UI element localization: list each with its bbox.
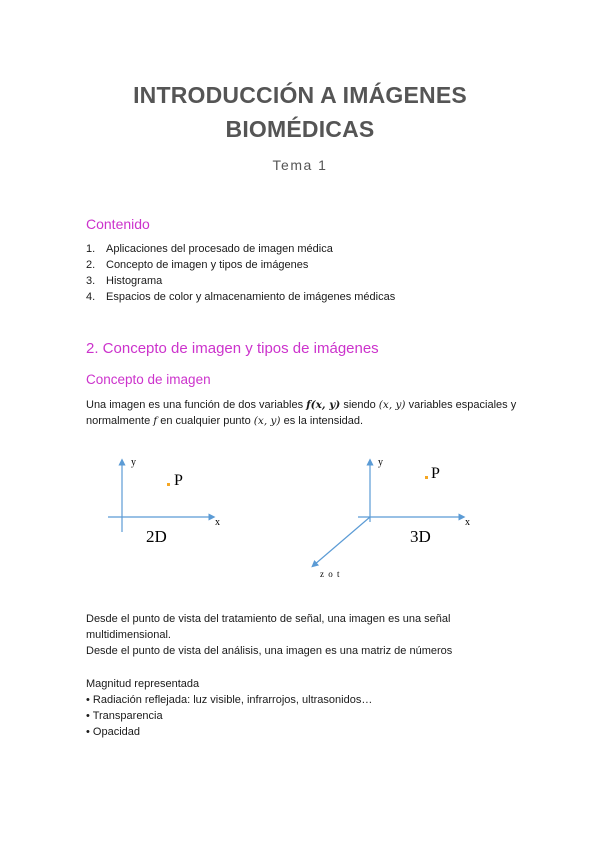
magnitude-item: • Opacidad — [86, 726, 140, 738]
contents-heading: Contenido — [86, 216, 150, 232]
section-heading: 2. Concepto de imagen y tipos de imágenes — [86, 340, 379, 357]
paragraph-line: Desde el punto de vista del tratamiento de señal, una imagen es una señal — [86, 613, 451, 625]
magnitude-item: • Transparencia — [86, 710, 163, 722]
point-3d — [425, 476, 428, 479]
z-axis-3d — [314, 517, 370, 565]
x-label-2d: x — [215, 517, 220, 528]
toc-item[interactable]: 4. Espacios de color y almacenamiento de imágenes médicas — [86, 291, 396, 303]
table-of-contents — [86, 241, 395, 305]
y-label-2d: y — [131, 457, 136, 468]
point-2d — [167, 483, 170, 486]
paragraph-line: Desde el punto de vista del análisis, una imagen es una matriz de números — [86, 645, 453, 657]
toc-item[interactable]: 2. Concepto de imagen y tipos de imágenes — [86, 259, 309, 271]
magnitude-item: • Radiación reflejada: luz visible, infrarrojos, ultrasonidos… — [86, 694, 373, 706]
toc-item[interactable]: 1. Aplicaciones del procesado de imagen médica — [86, 243, 333, 255]
y-label-3d: y — [378, 457, 383, 468]
caption-2d: 2D — [146, 527, 167, 546]
figure-2d — [108, 457, 220, 546]
document-title-line-1: INTRODUCCIÓN A IMÁGENES — [133, 82, 467, 108]
z-label-3d: z o t — [320, 569, 341, 579]
caption-3d: 3D — [410, 527, 431, 546]
magnitude-heading: Magnitud representada — [86, 678, 200, 690]
point-label-3d: P — [431, 465, 440, 482]
figure-3d — [314, 457, 470, 579]
paragraph-line: multidimensional. — [86, 629, 171, 641]
point-label-2d: P — [174, 472, 183, 489]
intro-line-2: normalmente f en cualquier punto (x, y) es la intensidad. — [86, 415, 364, 427]
coordinate-figure — [0, 440, 600, 580]
intro-line-1: Una imagen es una función de dos variables f(x, y) siendo (x, y) variables espaciales y — [86, 399, 517, 411]
toc-item[interactable]: 3. Histograma — [86, 275, 163, 287]
document-subtitle: Tema 1 — [272, 157, 328, 173]
x-label-3d: x — [465, 517, 470, 528]
document-title-line-2: BIOMÉDICAS — [225, 116, 375, 142]
section-subheading: Concepto de imagen — [86, 372, 211, 387]
